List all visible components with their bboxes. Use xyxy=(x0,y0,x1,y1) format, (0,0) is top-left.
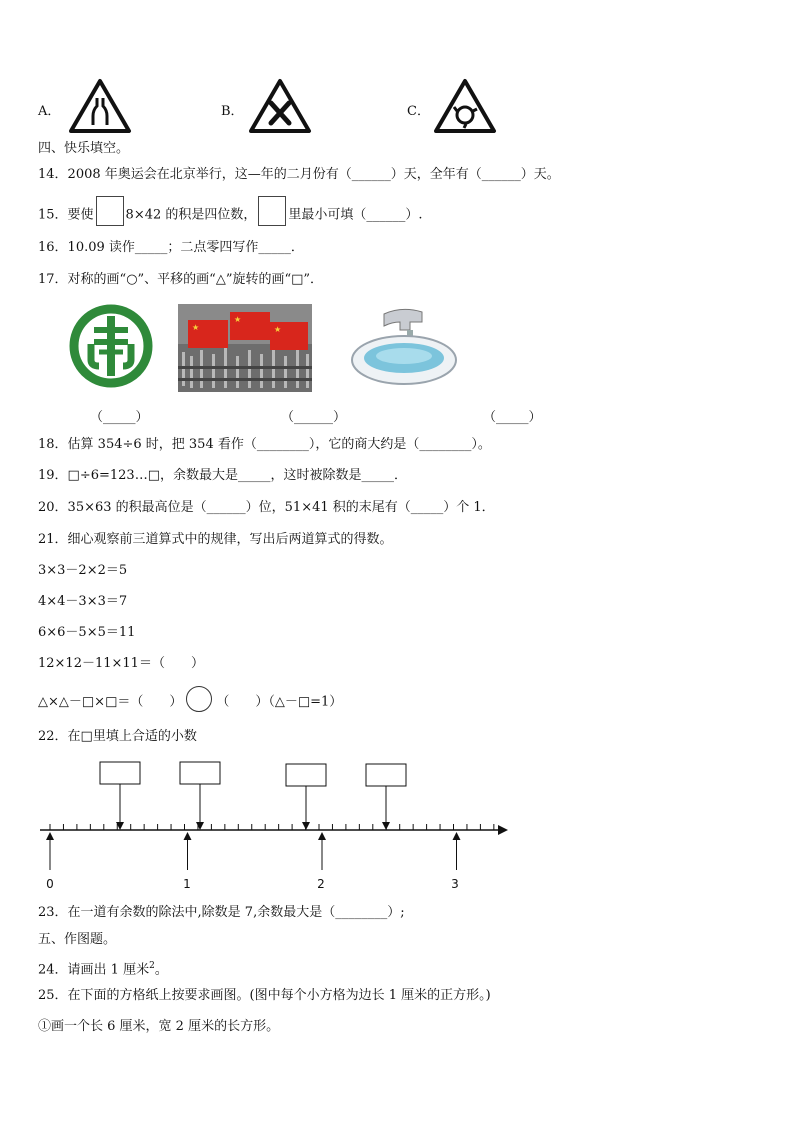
question-25-part-1: ①画一个长 6 厘米，宽 2 厘米的长方形。 xyxy=(38,1019,280,1034)
answer-blank: （_____） xyxy=(483,410,542,425)
question-14: 14．2008 年奥运会在北京举行，这—年的二月份有（______）天，全年有（______）天。 xyxy=(38,167,560,182)
number-line xyxy=(36,758,516,894)
integer-arrow-head xyxy=(184,832,192,840)
integer-arrow-head xyxy=(318,832,326,840)
question-19: 19．□÷6=123…□，余数最大是_____，这时被除数是_____． xyxy=(38,468,407,483)
answer-box xyxy=(96,196,124,226)
equation-5 xyxy=(38,692,342,712)
section-five-heading: 五、作图题。 xyxy=(38,932,117,947)
equation-1: 3×3－2×2＝5 xyxy=(38,563,128,578)
bank-logo-icon xyxy=(64,304,158,388)
option-b-label: B． xyxy=(221,104,244,119)
superscript: 2 xyxy=(149,961,155,971)
operator-circle xyxy=(186,686,212,712)
roundabout-sign-icon xyxy=(433,78,497,134)
question-17: 17．对称的画“○”、平移的画“△”旋转的画“□”． xyxy=(38,272,324,287)
decimal-answer-box xyxy=(366,764,406,786)
question-24-end: 。 xyxy=(154,962,168,978)
faucet-sink-image xyxy=(344,304,462,392)
question-18: 18．估算 354÷6 时，把 354 看作（________），它的商大约是（________）。 xyxy=(38,437,491,452)
decimal-answer-box xyxy=(286,764,326,786)
decimal-answer-box xyxy=(100,762,140,784)
equation-3: 6×6－5×5＝11 xyxy=(38,625,136,640)
question-24 xyxy=(38,958,168,978)
integer-arrow-head xyxy=(46,832,54,840)
question-20: 20．35×63 的积最高位是（______）位，51×41 积的末尾有（_____）个 1． xyxy=(38,500,495,515)
option-c-label: C． xyxy=(407,104,430,119)
equation-5-part-b: （ ）（△－□=1） xyxy=(216,694,343,710)
number-line-label: 1 xyxy=(183,877,191,891)
cross-sign-icon xyxy=(248,78,312,134)
question-15-part-c: 里最小可填（______）. xyxy=(288,207,423,223)
question-16: 16．10.09 读作_____；二点零四写作_____． xyxy=(38,240,304,255)
number-line-label: 2 xyxy=(317,877,325,891)
answer-box xyxy=(258,196,286,226)
question-21: 21．细心观察前三道算式中的规律，写出后两道算式的得数。 xyxy=(38,532,393,547)
integer-arrow-head xyxy=(453,832,461,840)
question-23: 23．在一道有余数的除法中,除数是 7,余数最大是（________）; xyxy=(38,905,405,920)
equation-2: 4×4－3×3＝7 xyxy=(38,594,128,609)
crowd-with-flags-image xyxy=(178,304,312,392)
answer-blank: （______） xyxy=(281,410,347,425)
svg-text:★: ★ xyxy=(234,315,242,324)
question-24-text: 24．请画出 1 厘米 xyxy=(38,962,150,978)
option-a-label: A． xyxy=(38,104,61,119)
question-15-part-b: 8×42 的积是四位数， xyxy=(125,207,257,223)
decimal-answer-box xyxy=(180,762,220,784)
equation-5-part-a: △×△－□×□＝（ ） xyxy=(38,694,183,710)
number-line-label: 3 xyxy=(451,877,459,891)
question-22: 22．在□里填上合适的小数 xyxy=(38,729,197,744)
narrow-road-sign-icon xyxy=(68,78,132,134)
svg-text:★: ★ xyxy=(192,323,200,332)
question-15-part-a: 15．要使 xyxy=(38,207,94,223)
question-15 xyxy=(38,204,423,226)
section-four-heading: 四、快乐填空。 xyxy=(38,141,130,156)
number-line-label: 0 xyxy=(46,877,54,891)
answer-blank: （_____） xyxy=(90,410,149,425)
svg-text:★: ★ xyxy=(274,325,282,334)
question-25: 25．在下面的方格纸上按要求画图。(图中每个小方格为边长 1 厘米的正方形。) xyxy=(38,988,491,1003)
equation-4: 12×12－11×11＝（ ） xyxy=(38,656,204,671)
